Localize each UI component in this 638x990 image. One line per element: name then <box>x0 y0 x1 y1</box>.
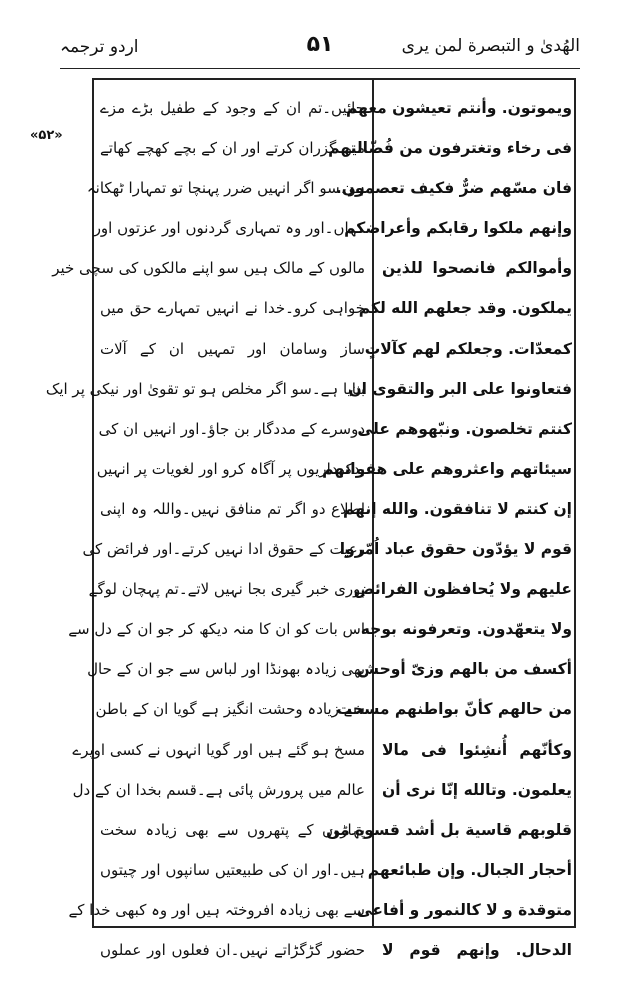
urdu-text-line: خواہی کرو۔خدا نے انہیں تمہارے حق میں <box>100 299 365 318</box>
arabic-text-line: کمعدّات. وجعلکم لهم کآلاتٍ <box>364 339 572 358</box>
arabic-text-line: فان مسّهم ضرٌّ فکیف تعصمون. <box>335 179 572 198</box>
book-title: الهُدیٰ و التبصرة لمن یری <box>401 36 580 56</box>
urdu-text-line: عالم میں پرورش پائی ہے۔قسم بخدا ان کے دل <box>72 780 365 799</box>
arabic-text-line: إن کنتم لا تنافقون. والله إنهم <box>342 499 572 518</box>
urdu-text-line: کہاں۔اور وہ تمہاری گردنوں اور عزتوں اور <box>93 219 365 238</box>
urdu-text-line: دوسرے کے مددگار بن جاؤ۔اور انہیں ان کی <box>98 419 365 438</box>
urdu-text-line: بنایا ہے۔سو اگر مخلص ہو تو تقویٰ اور نیکی پر ایک <box>45 379 365 398</box>
urdu-text-line: بھی زیادہ بھونڈا اور لباس سے جو ان کے حال <box>87 660 365 679</box>
arabic-text-line: سیئاتهم واعثروهم علی هفواتهم <box>322 459 572 478</box>
arabic-text-line: ویموتون. وأنتم تعیشون معهم <box>345 99 572 117</box>
arabic-text-line: قوم لا یؤدّون حقوق عباد اُمّروا <box>339 540 572 559</box>
arabic-text-line: وکأنّهم أُنشِئوا فی مالا <box>382 740 572 759</box>
page-number: ۵۱ <box>306 32 334 57</box>
arabic-text-line: فی رخاء وتغترفون من فُضّالتهم <box>328 139 572 158</box>
urdu-text-line: سے بھی زیادہ افروختہ ہیں اور وہ کبھی خدا کے <box>68 900 365 919</box>
urdu-text-line: بدکرداریوں پر آگاہ کرو اور لغویات پر انہیں <box>96 459 365 478</box>
arabic-text-line: فتعاونوا علی البر والتقوی ان <box>348 379 572 398</box>
arabic-text-line: کنتم تخلصون. ونبّهوهم علی <box>357 419 572 438</box>
urdu-text-line: میں گزران کرتے اور ان کے بچے کھچے کھاتے <box>100 139 365 158</box>
arabic-text-line: قلوبهم قاسیة بل أشد قسوة من <box>326 820 572 839</box>
arabic-text-line: الدحال. وإنهم قوم لا <box>382 940 572 959</box>
urdu-text-line: ہیں۔اور ان کی طبیعتیں سانپوں اور چیتوں <box>100 860 365 879</box>
arabic-text-line: علیهم ولا یُحافظون الفرائض <box>353 580 572 599</box>
urdu-text-line: مسخ ہو گئے ہیں اور گویا انہوں نے کسی اوپرے <box>72 740 365 759</box>
arabic-text-line: من حالهم کأنّ بواطنهم مسخت <box>336 700 572 719</box>
urdu-text-line: پوری خبر گیری بجا نہیں لاتے۔تم پہچان لوگے <box>88 580 365 599</box>
arabic-text-line: یملکون. وقد جعلهم الله لکم <box>358 299 572 318</box>
translation-label: اردو ترجمہ <box>60 37 139 57</box>
urdu-text-line: سے زیادہ وحشت انگیز ہے گویا ان کے باطن <box>95 700 365 719</box>
arabic-text-line: أکسف من بالهم وزیّ أوحش <box>357 660 572 679</box>
urdu-text-line: مالوں کے مالک ہیں سو اپنے مالکوں کی سچی خیر <box>52 259 365 278</box>
page-header <box>60 30 580 66</box>
arabic-text-column <box>322 88 572 970</box>
urdu-text-line: پہاڑوں کے پتھروں سے بھی زیادہ سخت <box>100 820 365 839</box>
urdu-text-line: اطلاع دو اگر تم منافق نہیں۔واللہ وہ اپنی <box>100 499 365 518</box>
arabic-text-line: أحجار الجبال. وإن طبائعهم <box>367 860 572 879</box>
urdu-text-line: اس بات کو ان کا منہ دیکھ کر جو ان کے دل سے <box>68 620 365 639</box>
header-rule <box>60 68 580 69</box>
arabic-text-line: وأموالکم فانصحوا للذین <box>382 259 572 278</box>
arabic-text-line: ولا یتعهّدون. وتعرفونه بوجه <box>360 620 572 639</box>
arabic-text-line: یعلمون. وتالله إنّا نری أن <box>382 780 572 799</box>
margin-page-marker: «۵۲» <box>30 128 63 143</box>
urdu-text-line: جائیں۔تم ان کے وجود کے طفیل بڑے مزے <box>100 99 365 117</box>
urdu-text-line: ہو۔سو اگر انہیں ضرر پہنچا تو تمہارا ٹھکانہ <box>86 179 365 198</box>
urdu-text-line: ساز وسامان اور تمہیں ان کے آلات <box>100 339 365 358</box>
arabic-text-line: متوقدة و لا کالنمور و أفاعی <box>356 900 572 919</box>
arabic-text-line: وإنهم ملکوا رقابکم وأعراضکم <box>344 219 572 238</box>
urdu-text-line: رعیت کے حقوق ادا نہیں کرتے۔اور فرائض کی <box>82 540 365 559</box>
urdu-text-line: حضور گڑگڑاتے نہیں۔ان فعلوں اور عملوں <box>100 940 365 959</box>
